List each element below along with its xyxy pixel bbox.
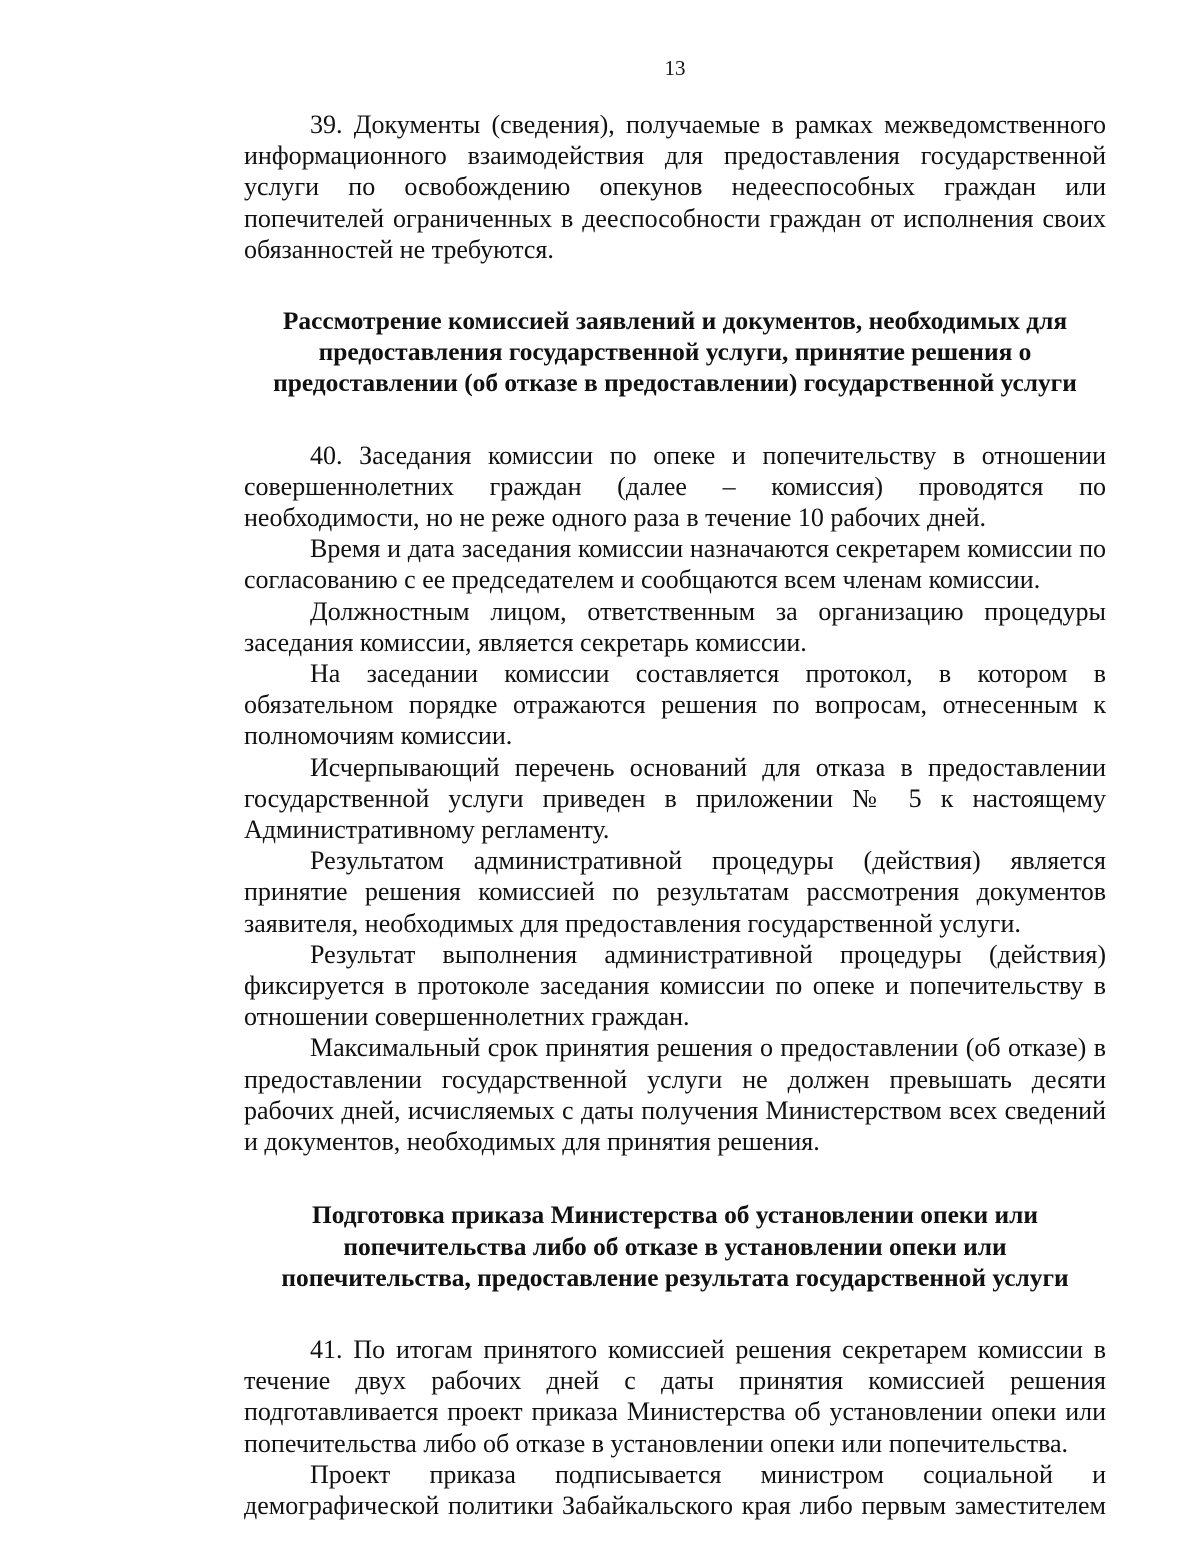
text-line: течение двух рабочих дней с даты принятия комиссией решения	[244, 1366, 1106, 1396]
document-body	[244, 109, 1106, 1521]
text-line: Исчерпывающий перечень оснований для отказа в предоставлении	[310, 752, 1106, 782]
heading-line: предоставлении (об отказе в предоставлении) государственной услуги	[273, 369, 1077, 398]
text-line: заявителя, необходимых для предоставления государственной услуги.	[244, 908, 1021, 938]
text-line: совершеннолетних граждан (далее – комиссия) проводятся по	[244, 471, 1106, 501]
section-heading-review	[244, 306, 1106, 400]
text-line: обязательном порядке отражаются решения по вопросам, отнесенным к	[244, 690, 1106, 720]
text-line: рабочих дней, исчисляемых с даты получения Министерством всех сведений	[244, 1095, 1106, 1125]
text-line: Время и дата заседания комиссии назначаются секретарем комиссии по	[310, 534, 1106, 564]
text-line: попечителей ограниченных в дееспособности граждан от исполнения своих	[244, 203, 1106, 233]
paragraph-order-signing	[244, 1459, 1106, 1521]
heading-line: попечительства, предоставление результата государственной услуги	[281, 1263, 1069, 1292]
text-line: полномочиям комиссии.	[244, 721, 513, 751]
paragraph-protocol	[244, 658, 1106, 752]
text-line: Максимальный срок принятия решения о предоставлении (об отказе) в	[310, 1033, 1106, 1063]
text-line: отношении совершеннолетних граждан.	[244, 1002, 690, 1032]
paragraph-result-recording	[244, 939, 1106, 1033]
page-number: 13	[664, 56, 686, 80]
text-line: Результатом административной процедуры (действия) является	[310, 846, 1106, 876]
heading-line: Подготовка приказа Министерства об установлении опеки или	[312, 1201, 1038, 1230]
text-line: попечительства либо об отказе в установлении опеки или попечительства.	[244, 1428, 1069, 1458]
paragraph-refusal-grounds	[244, 752, 1106, 846]
paragraph-responsible-official	[244, 596, 1106, 658]
text-line: заседания комиссии, является секретарь комиссии.	[244, 627, 807, 657]
text-line: информационного взаимодействия для предоставления государственной	[244, 141, 1106, 171]
paragraph-39	[244, 109, 1106, 265]
paragraph-meeting-time	[244, 533, 1106, 595]
text-line: 39. Документы (сведения), получаемые в рамках межведомственного	[310, 110, 1106, 139]
text-line: На заседании комиссии составляется протокол, в котором в	[310, 659, 1106, 689]
paragraph-40	[244, 440, 1106, 534]
section-heading-order-preparation	[244, 1200, 1106, 1294]
text-line: необходимости, но не реже одного раза в течение 10 рабочих дней.	[244, 503, 987, 533]
paragraph-max-term	[244, 1032, 1106, 1157]
text-line: демографической политики Забайкальского края либо первым заместителем	[244, 1490, 1106, 1520]
heading-line: Рассмотрение комиссией заявлений и документов, необходимых для	[282, 307, 1068, 336]
text-line: согласованию с ее председателем и сообщаются всем членам комиссии.	[244, 565, 1041, 595]
text-line: Проект приказа подписывается министром социальной и	[310, 1459, 1106, 1489]
text-line: 40. Заседания комиссии по опеке и попечительству в отношении	[310, 440, 1106, 470]
text-line: услуги по освобождению опекунов недееспособных граждан или	[244, 172, 1106, 202]
text-line: государственной услуги приведен в приложении № 5 к настоящему	[244, 783, 1106, 813]
text-line: обязанностей не требуются.	[244, 234, 554, 264]
paragraph-procedure-result	[244, 845, 1106, 939]
text-line: Результат выполнения административной процедуры (действия)	[310, 939, 1106, 969]
text-line: и документов, необходимых для принятия решения.	[244, 1127, 820, 1157]
text-line: Должностным лицом, ответственным за организацию процедуры	[310, 596, 1106, 626]
heading-line: предоставления государственной услуги, принятие решения о	[318, 338, 1032, 367]
text-line: Административному регламенту.	[244, 815, 610, 845]
text-line: принятие решения комиссией по результатам рассмотрения документов	[244, 877, 1106, 907]
text-line: фиксируется в протоколе заседания комиссии по опеке и попечительству в	[244, 971, 1106, 1001]
text-line: 41. По итогам принятого комиссией решения секретарем комиссии в	[310, 1334, 1106, 1364]
text-line: предоставлении государственной услуги не должен превышать десяти	[244, 1064, 1106, 1094]
heading-line: попечительства либо об отказе в установлении опеки или	[343, 1232, 1007, 1261]
text-line: подготавливается проект приказа Министерства об установлении опеки или	[244, 1397, 1106, 1427]
paragraph-41	[244, 1334, 1106, 1459]
